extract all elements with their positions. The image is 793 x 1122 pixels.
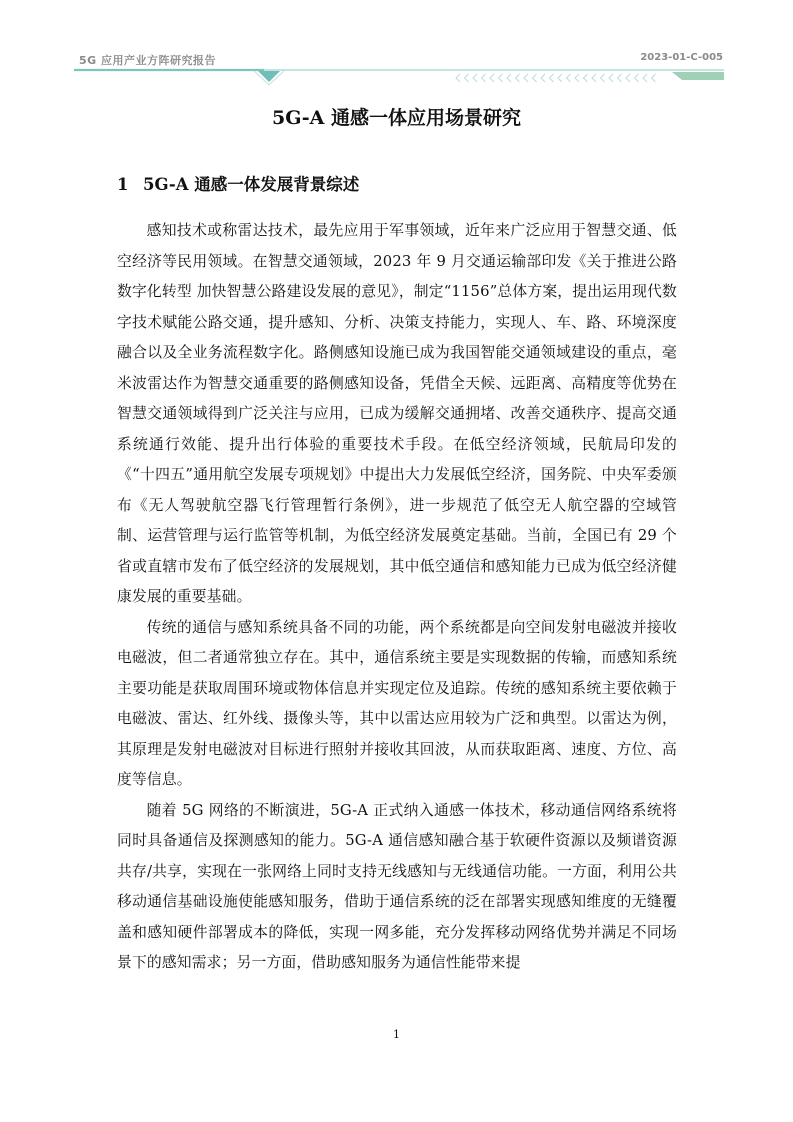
chevron-mark bbox=[626, 74, 630, 82]
document-title: 5G-A 通感一体应用场景研究 bbox=[271, 107, 522, 129]
chevron-mark bbox=[499, 74, 503, 82]
chevron-mark bbox=[524, 74, 528, 82]
document-number: 2023-01-C-005 bbox=[640, 52, 723, 63]
chevron-mark bbox=[550, 74, 554, 82]
chevron-mark bbox=[507, 74, 511, 82]
chevron-mark bbox=[541, 74, 545, 82]
chevron-mark bbox=[575, 74, 579, 82]
chevron-mark bbox=[635, 74, 639, 82]
chevron-mark bbox=[533, 74, 537, 82]
chevron-mark bbox=[609, 74, 613, 82]
chevron-mark bbox=[652, 74, 656, 82]
chevron-mark bbox=[567, 74, 571, 82]
chevron-mark bbox=[516, 74, 520, 82]
paragraph: 感知技术或称雷达技术，最先应用于军事领域，近年来广泛应用于智慧交通、低空经济等民用领域。在智慧交通领域，2023 年 9 月交通运输部印发《关于推进公路数字化转型 加快智慧公路建设发展的意见》，制定“1156”总体方案，提出运用现代数字技术赋能公路交通，提升感知、分析、决策支持能力，实现人、车、路、环境深度融合以及全业务流程数字化。路侧感知设施已成为我国智能交通领域建设的重点，毫米波雷达作为智慧交通重要的路侧感知设备，凭借全天候、远距离、高精度等优势在智慧交通领域得到广泛关注与应用，已成为缓解交通拥堵、改善交通秩序、提高交通系统通行效能、提升出行体验的重要技术手段。在低空经济领域，民航局印发的《“十四五”通用航空发展专项规划》中提出大力发展低空经济，国务院、中央军委颁布《无人驾驶航空器飞行管理暂行条例》，进一步规范了低空无人航空器的空域管制、运营管理与运行监管等机制，为低空经济发展奠定基础。当前，全国已有 29 个省或直辖市发布了低空经济的发展规划，其中低空通信和感知能力已成为低空经济健康发展的重要基础。 bbox=[117, 222, 677, 605]
chevron-mark bbox=[490, 74, 494, 82]
section-title: 5G-A 通感一体发展背景综述 bbox=[143, 175, 360, 194]
chevron-mark bbox=[592, 74, 596, 82]
report-series-title: 5G 应用产业方阵研究报告 bbox=[79, 54, 217, 67]
chevron-mark bbox=[482, 74, 486, 82]
chevron-mark bbox=[473, 74, 477, 82]
paragraph: 随着 5G 网络的不断演进，5G-A 正式纳入通感一体技术，移动通信网络系统将同时具备通信及探测感知的能力。5G-A 通信感知融合基于软硬件资源以及频谱资源共存/共享，实现在一张网络上同时支持无线感知与无线通信功能。一方面，利用公共移动通信基础设施使能感知服务，借助于通信系统的泛在部署实现感知维度的无缝覆盖和感知硬件部署成本的降低，实现一网多能，充分发挥移动网络优势并满足不同场景下的感知需求；另一方面，借助感知服务为通信性能带来提 bbox=[117, 801, 677, 971]
section-heading bbox=[117, 172, 359, 198]
paragraph: 传统的通信与感知系统具备不同的功能，两个系统都是向空间发射电磁波并接收电磁波，但二者通常独立存在。其中，通信系统主要是实现数据的传输，而感知系统主要功能是获取周围环境或物体信息并实现定位及追踪。传统的感知系统主要依赖于电磁波、雷达、红外线、摄像头等，其中以雷达应用较为广泛和典型。以雷达为例，其原理是发射电磁波对目标进行照射并接收其回波，从而获取距离、速度、方位、高度等信息。 bbox=[117, 618, 677, 788]
header-decoration bbox=[74, 68, 724, 88]
chevron-mark bbox=[465, 74, 469, 82]
page-number: 1 bbox=[393, 1028, 400, 1041]
chevron-mark bbox=[618, 74, 622, 82]
chevron-mark bbox=[601, 74, 605, 82]
header-wedge bbox=[672, 72, 724, 80]
body-text bbox=[117, 216, 677, 979]
header-triangle-marker bbox=[258, 71, 280, 82]
section-number: 1 bbox=[117, 175, 129, 194]
chevron-mark bbox=[456, 74, 460, 82]
chevron-mark bbox=[584, 74, 588, 82]
chevron-mark bbox=[558, 74, 562, 82]
chevron-mark bbox=[643, 74, 647, 82]
